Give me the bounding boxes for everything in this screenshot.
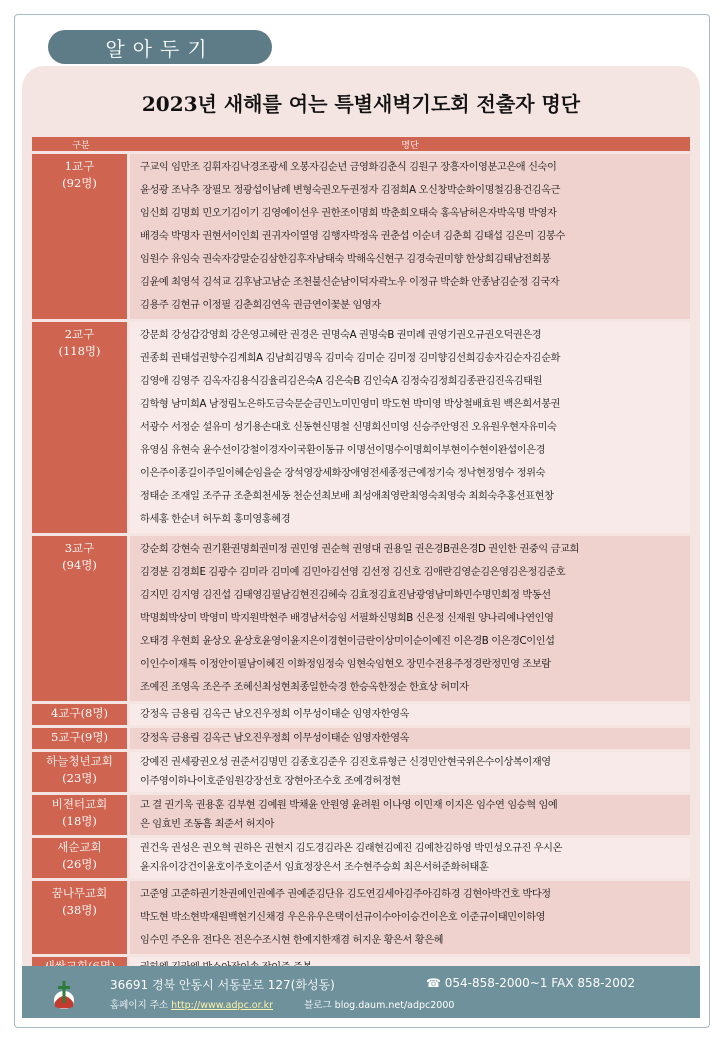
- group-name: 새순교회: [57, 840, 102, 854]
- names-line: 오태경 우현희 윤상오 윤상호윤영이윤지은이경현이금란이상미이순이예진 이은경B 이은경C이인섭: [140, 636, 555, 647]
- table-header-row: [32, 137, 690, 151]
- group-cell: [32, 322, 130, 533]
- names-line: 이인수이재특 이정안이필남이혜진 이화정임정숙 임현숙임현오 장민수전용주정경란정민영 조보람: [140, 659, 551, 670]
- group-cell: [32, 728, 130, 749]
- names-line: 강문희 강성갑강영희 강은영고혜란 권경은 권명숙A 권명숙B 권미례 권영기권오규권오덕권은경: [140, 330, 542, 341]
- names-line: 김윤예 최영석 김석교 김후남고남순 조천불신순남이덕자곽노우 이정규 박순화 안종남김순정 김국자: [140, 277, 560, 288]
- page-title: 2023년 새해를 여는 특별새벽기도회 전출자 명단: [141, 92, 581, 116]
- names-line: 강정옥 금용림 김옥근 남오진우정희 이무성이태순 임영자한영옥: [140, 733, 410, 744]
- table-row: [32, 881, 690, 954]
- table-row: [32, 322, 690, 533]
- names-line: 김경분 김경희E 김광수 김미라 김미예 김민아김선영 김선정 김신호 김애란김영순김은영김은정김준호: [140, 567, 566, 578]
- group-cell: [32, 838, 130, 878]
- names-cell: [130, 154, 690, 319]
- names-cell: [130, 536, 690, 701]
- names-line: 임원수 유임숙 권숙자강말순김삼한김후자남태숙 박해옥신현구 김경숙권미향 한상희김태남전희봉: [140, 254, 551, 265]
- group-cell: [32, 704, 130, 725]
- footer-address: 36691 경북 안동시 서동문로 127(화성동): [110, 978, 335, 992]
- group-cell: [32, 795, 130, 835]
- names-line: 이주영이하나이호준임원강장선호 장현아조수호 조예경허정현: [140, 776, 401, 787]
- group-name: 하늘청년교회: [46, 754, 113, 768]
- group-cell: [32, 752, 130, 792]
- names-line: 강예진 권세광권오성 권준서김명민 김종호김준우 김진호류형근 신경민안현국위은수이상복이재영: [140, 757, 551, 768]
- group-name: 비젼터교회: [51, 797, 108, 811]
- group-name: 5교구(9명): [51, 730, 108, 744]
- names-line: 조예진 조영옥 조은주 조혜신최성현최종일한숙경 한승옥한정순 한효상 허미자: [140, 682, 469, 693]
- group-count: (23명): [62, 771, 97, 785]
- names-line: 은 임효빈 조동흠 최준서 허지아: [140, 819, 275, 830]
- table-body: [32, 154, 690, 978]
- names-line: 서광수 서정순 설유미 성기용손대호 신동현신명철 신명희신미영 신승주안영진 오유원우현자유미숙: [140, 422, 557, 433]
- group-cell: [32, 881, 130, 954]
- names-line: 김학형 남미희A 남정림노은하도금숙문순금민노미민영미 박도현 박미영 박상철배효원 백은희서봉권: [140, 399, 561, 410]
- names-cell: [130, 838, 690, 878]
- member-table: [32, 134, 690, 981]
- table-row: [32, 728, 690, 749]
- names-line: 강정옥 금용림 김옥근 남오진우정희 이무성이태순 임영자한영옥: [140, 709, 410, 720]
- column-header-group: 구분: [32, 137, 130, 151]
- church-logo-icon: [52, 980, 76, 1010]
- names-line: 임수민 주온유 전다은 전은수조시현 한예지한재겸 허지운 황은서 황은혜: [140, 935, 444, 946]
- names-line: 김지민 김지영 김진섭 김태영김필남김현진김혜숙 김효정김효진남광영남미화민수명민희정 박동선: [140, 590, 551, 601]
- names-cell: [130, 704, 690, 725]
- group-name: 4교구(8명): [51, 706, 108, 720]
- group-count: (38명): [62, 903, 97, 917]
- names-line: 윤지유이강건이윤호이주호이준서 임효정장은서 조수현주승희 최은서허준화허태훈: [140, 862, 489, 873]
- group-count: (18명): [62, 814, 97, 828]
- names-line: 박도현 박소현박재원백현기신채경 우은유우은택이선규이수아이승건이은호 이준규이태민이하영: [140, 912, 546, 923]
- table-row: [32, 752, 690, 792]
- names-line: 하세홍 한순녀 허두희 홍미영홍혜경: [140, 514, 291, 525]
- table-row: [32, 154, 690, 319]
- names-line: 박명희박상미 박영미 박지원박현주 배경남서승임 서필화신명희B 신은정 신재원 양나리예나연인영: [140, 613, 554, 624]
- names-line: 구교익 임만조 김휘자김낙경조광세 오봉자김순년 금영화김춘식 김원구 장흥자이영분고은애 신숙이: [140, 162, 557, 173]
- names-cell: [130, 322, 690, 533]
- names-line: 유영심 유현숙 윤수선이강철이경자이국환이동규 이명선이명수이명희이부현이수현이완섭이은경: [140, 445, 546, 456]
- group-name: 1교구: [64, 159, 95, 173]
- names-line: 정태순 조재일 조주규 조춘희천세동 천순선최보배 최성애최영란최영숙최영숙 최희숙추홍선표현창: [140, 491, 554, 502]
- names-line: 윤성광 조낙추 장필모 정광섭이남례 변형숙권오두권정자 김점희A 오신창박순화이명철김용건김옥근: [140, 185, 561, 196]
- group-name: 꿈나무교회: [51, 886, 108, 900]
- column-header-names: 명단: [130, 137, 690, 151]
- footer-contact-line: [110, 976, 636, 993]
- names-line: 강순희 강현숙 권기환권명희권미정 권민영 권순혁 권영대 권용일 권은경B권은경D 권인한 권중익 금교희: [140, 544, 579, 555]
- names-line: 배경숙 박명자 권현서이인희 권귀자이열영 김행자박정옥 권춘섭 이순녀 김춘희 김태섭 김은미 김봉수: [140, 231, 565, 242]
- notice-tab: [48, 30, 272, 64]
- table-row: [32, 536, 690, 701]
- names-line: 고준영 고준하권기찬권예인권예주 권예준김단유 김도연김세아김주아김하경 김현아박건호 박다정: [140, 889, 551, 900]
- group-cell: [32, 154, 130, 319]
- names-line: 고 결 권기욱 권용훈 김부현 김예원 박채윤 안원영 윤려원 이나영 이민재 이지은 임수연 임승혁 임예: [140, 800, 558, 811]
- names-line: 김영애 김영주 김옥자김용식김율리김은숙A 김은숙B 김인숙A 김정숙김정희김종관김진옥김태원: [140, 376, 543, 387]
- footer-phone: ☎ 054-858-2000~1 FAX 858-2002: [426, 976, 636, 990]
- names-line: 권종희 권태섭권향수김계희A 김남희김명옥 김미숙 김미순 김미정 김미향김선희김송자김순자김순화: [140, 353, 561, 364]
- group-cell: [32, 536, 130, 701]
- group-count: (92명): [62, 176, 97, 190]
- group-count: (94명): [62, 558, 97, 572]
- group-name: 2교구: [64, 327, 95, 341]
- notice-tab-label: 알아두기: [105, 36, 215, 61]
- names-cell: [130, 881, 690, 954]
- homepage-link[interactable]: http://www.adpc.or.kr: [171, 1000, 274, 1011]
- names-cell: [130, 752, 690, 792]
- names-line: 권건욱 권성은 권오혁 권하은 권현지 김도경김라온 김래현김예진 김예찬김하영 박민성오규진 우시온: [140, 843, 563, 854]
- footer-web-line: [110, 997, 454, 1011]
- names-cell: [130, 795, 690, 835]
- table-row: [32, 704, 690, 725]
- footer-blog: 블로그 blog.daum.net/adpc2000: [304, 1000, 455, 1011]
- names-line: 임신희 김명희 민오기김이기 김영예이선우 권한조이명희 박춘희오태숙 홍옥남허은자박옥명 박영자: [140, 208, 557, 219]
- names-line: 김용주 김현규 이정필 김춘희김연옥 권금연이꽃분 임영자: [140, 300, 381, 311]
- table-row: [32, 795, 690, 835]
- names-line: 이은주이종길이주일이혜순임을순 장석영장세화장애영전세종정근예정기숙 정낙현정영수 정위숙: [140, 468, 546, 479]
- names-cell: [130, 728, 690, 749]
- footer-homepage-label: 홈페이지 주소: [110, 1000, 169, 1011]
- group-name: 3교구: [64, 541, 95, 555]
- table-row: [32, 838, 690, 878]
- group-count: (26명): [62, 857, 97, 871]
- footer: [22, 966, 700, 1018]
- group-count: (118명): [58, 344, 101, 358]
